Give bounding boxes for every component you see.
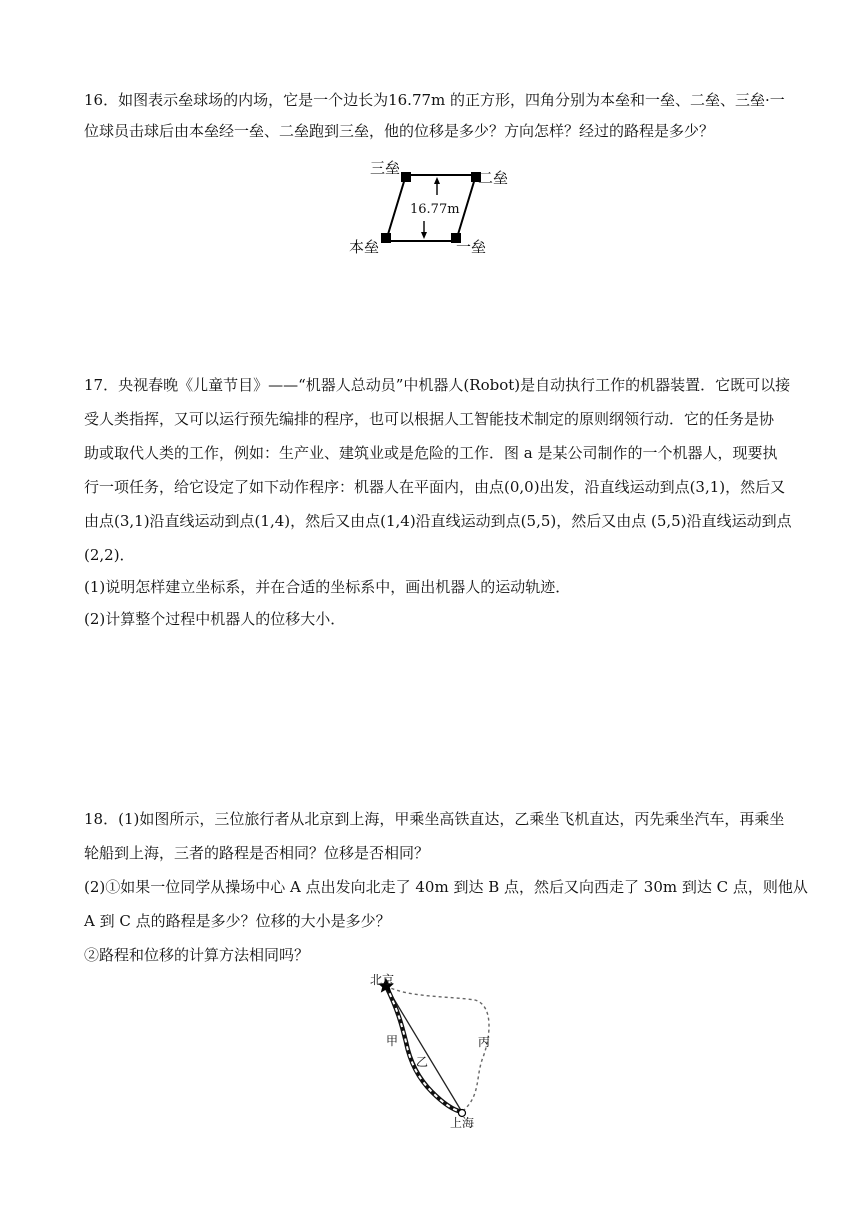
home-plate-marker: [381, 233, 391, 243]
yi-label: 乙: [416, 1055, 429, 1069]
baseball-diamond-figure: [340, 155, 520, 265]
q16-line-1: 16．如图表示垒球场的内场，它是一个边长为16.77m 的正方形，四角分别为本垒和一垒、二垒、三垒·一: [84, 91, 785, 109]
down-arrow-head: [421, 232, 427, 239]
jia-label: 甲: [386, 1034, 399, 1048]
q17-line-3: 助或取代人类的工作，例如：生产业、建筑业或是危险的工作．图 a 是某公司制作的一个机器人，现要执: [84, 444, 778, 462]
beijing-label: 北京: [370, 973, 395, 987]
route-yi-path: [386, 986, 462, 1112]
q17-line-5: 由点(3,1)沿直线运动到点(1,4)，然后又由点(1,4)沿直线运动到点(5,5)，然后又由点 (5,5)沿直线运动到点: [84, 512, 792, 530]
bing-label: 丙: [478, 1035, 491, 1049]
q16-line-2: 位球员击球后由本垒经一垒、二垒跑到三垒，他的位移是多少？方向怎样？经过的路程是多少？: [84, 122, 715, 140]
home-plate-label: 本垒: [349, 238, 380, 256]
q18-line-5: ②路程和位移的计算方法相同吗？: [84, 946, 310, 964]
route-bing-path: [386, 986, 489, 1110]
up-arrow-head: [434, 177, 440, 184]
q17-part-2: (2)计算整个过程中机器人的位移大小．: [84, 610, 346, 628]
third-base-label: 三垒: [370, 159, 401, 177]
q18-line-4: A 到 C 点的路程是多少？位移的大小是多少？: [84, 912, 391, 930]
side-length-label: 16.77m: [410, 202, 460, 217]
q18-line-3: (2)①如果一位同学从操场中心 A 点出发向北走了 40m 到达 B 点，然后又向西走了 30m 到达 C 点，则他从: [84, 878, 808, 896]
second-base-label: 二垒: [478, 169, 509, 187]
shanghai-label: 上海: [450, 1116, 475, 1130]
q17-line-1: 17．央视春晚《儿童节目》——“机器人总动员”中机器人(Robot)是自动执行工作的机器装置．它既可以接: [84, 376, 791, 394]
beijing-shanghai-route-figure: [340, 970, 510, 1130]
q17-part-1: (1)说明怎样建立坐标系，并在合适的坐标系中，画出机器人的运动轨迹．: [84, 578, 571, 596]
third-base-marker: [401, 172, 411, 182]
q18-line-1: 18．(1)如图所示，三位旅行者从北京到上海，甲乘坐高铁直达，乙乘坐飞机直达，丙先乘坐汽车，再乘坐: [84, 810, 785, 828]
q18-line-2: 轮船到上海，三者的路程是否相同？位移是否相同？: [84, 844, 430, 862]
first-base-label: 一垒: [456, 238, 487, 256]
q17-line-6: (2,2)．: [84, 546, 135, 564]
q17-line-4: 行一项任务，给它设定了如下动作程序：机器人在平面内，由点(0,0)出发，沿直线运动到点(3,1)，然后又: [84, 478, 786, 496]
q17-line-2: 受人类指挥，又可以运行预先编排的程序，也可以根据人工智能技术制定的原则纲领行动．它的任务是协: [84, 410, 775, 428]
